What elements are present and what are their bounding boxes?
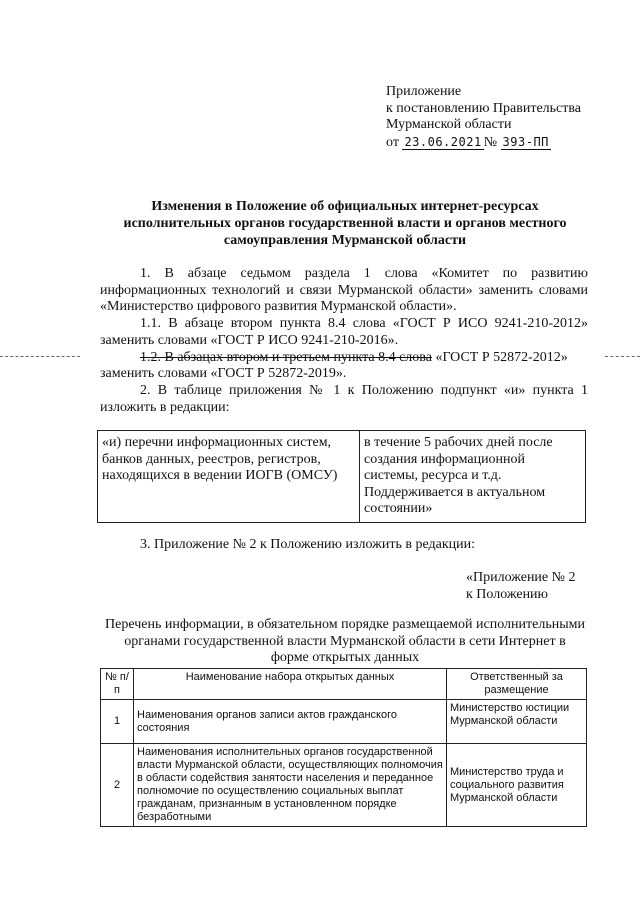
appendix-2-line-2: к Положению xyxy=(466,586,549,602)
table-header-row xyxy=(101,669,587,700)
open-data-table xyxy=(100,668,587,827)
amendment-left-cell: «и) перечни информационных систем, банков данных, реестров, регистров, находящихся в ведении ИОГВ (ОМСУ) xyxy=(98,431,360,523)
row-name: Наименования исполнительных органов государственной власти Мурманской области, осуществляющих полномочия в области содействия занятости населения и переданное полномочие по осуществлению социальных выплат гражданам, признанным в установленном порядке безработными xyxy=(134,744,447,827)
document-title: Изменения в Положение об официальных интернет-ресурсах исполнительных органов государственной власти и органов местного самоуправления Мурманской области xyxy=(123,199,567,248)
paragraph-1-2-rest: «ГОСТ Р 52872-2012» xyxy=(431,350,568,365)
handwritten-date: 23.06.2021 xyxy=(404,134,482,149)
appendix-line-3: Мурманской области xyxy=(386,117,512,132)
appendix-2-label xyxy=(466,570,576,603)
appendix-header xyxy=(386,84,581,151)
row-responsible: Министерство юстиции Мурманской области xyxy=(447,700,587,744)
paragraph-1-2-line-2: заменить словами «ГОСТ Р 52872-2019». xyxy=(100,366,347,381)
appendix-line-2: к постановлению Правительства xyxy=(386,100,582,116)
header-name: Наименование набора открытых данных xyxy=(134,669,447,700)
paragraph-1-1: 1.1. В абзаце втором пункта 8.4 слова «ГОСТ Р ИСО 9241-210-2012» заменить словами «ГОСТ Р ИСО 9241-210-2016». xyxy=(100,316,588,348)
header-number: № п/п xyxy=(101,669,134,700)
appendix-date-line xyxy=(386,134,581,152)
table-row xyxy=(98,431,586,523)
row-number: 2 xyxy=(101,744,134,827)
date-prefix: от xyxy=(386,134,399,150)
paragraph-1-2 xyxy=(100,350,588,367)
appendix-2-line-1: «Приложение № 2 xyxy=(466,570,576,585)
table-row xyxy=(101,744,587,827)
number-sign: № xyxy=(483,134,498,150)
amendment-right-cell: в течение 5 рабочих дней после создания информационной системы, ресурса и т.д. Поддерживается в актуальном состоянии» xyxy=(360,431,586,523)
paragraph-2: 2. В таблице приложения № 1 к Положению подпункт «и» пункта 1 изложить в редакции: xyxy=(100,383,588,415)
appendix-line-1: Приложение xyxy=(386,84,462,99)
paragraph-3: 3. Приложение № 2 к Положению изложить в редакции: xyxy=(140,537,475,552)
handwritten-number: 393-ПП xyxy=(502,134,549,149)
header-responsible: Ответственный за размещение xyxy=(447,669,587,700)
scan-dash-left xyxy=(0,356,80,357)
amendment-table xyxy=(97,430,586,523)
struck-text: 1.2. В абзацах втором и третьем пункта 8.4 слова xyxy=(140,350,432,365)
scan-dash-right xyxy=(605,356,640,357)
row-responsible: Министерство труда и социального развития Мурманской области xyxy=(447,744,587,827)
table-row xyxy=(101,700,587,744)
list-title: Перечень информации, в обязательном порядке размещаемой исполнительными органами государственной власти Мурманской области в сети Интернет в форме открытых данных xyxy=(105,617,585,665)
paragraph-1: 1. В абзаце седьмом раздела 1 слова «Комитет по развитию информационных технологий и связи Мурманской области» заменить словами «Министерство цифрового развития Мурманской области». xyxy=(100,266,588,314)
row-name: Наименования органов записи актов гражданского состояния xyxy=(134,700,447,744)
row-number: 1 xyxy=(101,700,134,744)
